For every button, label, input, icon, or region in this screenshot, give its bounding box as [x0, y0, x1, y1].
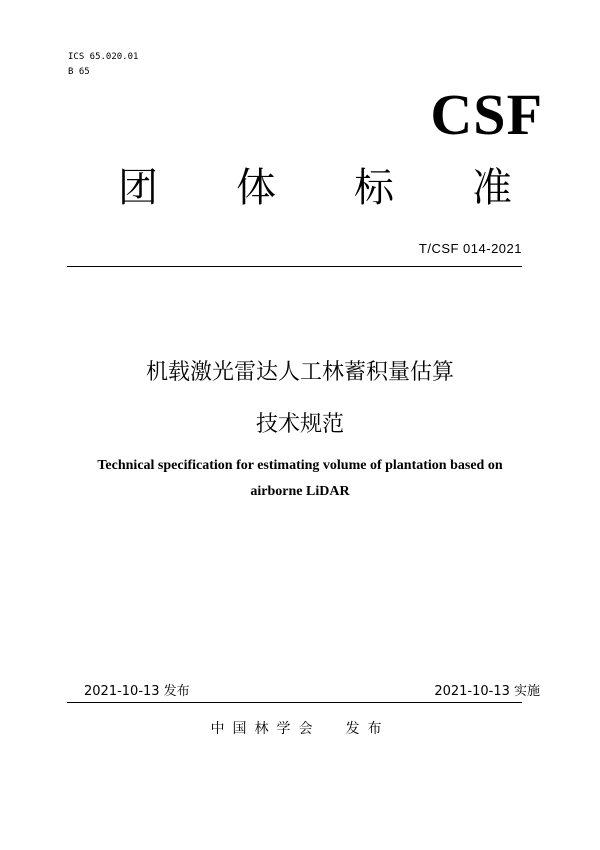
header-divider — [67, 266, 522, 267]
standard-number: T/CSF 014-2021 — [418, 241, 522, 256]
issue-date: 2021-10-13 发布 — [84, 684, 190, 699]
implementation-date: 2021-10-13 实施 — [434, 684, 540, 699]
publisher: 中国林学会 发布 — [210, 721, 390, 737]
standard-type-char: 体 — [236, 165, 276, 211]
title-chinese-line-1: 机载激光雷达人工林蓄积量估算 — [145, 360, 454, 385]
footer-divider — [67, 702, 522, 703]
ics-code: ICS 65.020.01 — [68, 52, 139, 62]
standard-type-heading — [118, 162, 512, 214]
ccs-code: B 65 — [68, 67, 90, 77]
standard-type-char: 标 — [354, 165, 394, 211]
brand-mark: CSF — [430, 82, 543, 147]
standard-type-char: 准 — [472, 165, 512, 211]
standard-type-char: 团 — [118, 165, 158, 211]
title-english-line-1: Technical specification for estimating volume of plantation based on — [97, 458, 503, 473]
title-chinese-line-2: 技术规范 — [255, 412, 344, 437]
title-english-line-2: airborne LiDAR — [250, 484, 350, 499]
